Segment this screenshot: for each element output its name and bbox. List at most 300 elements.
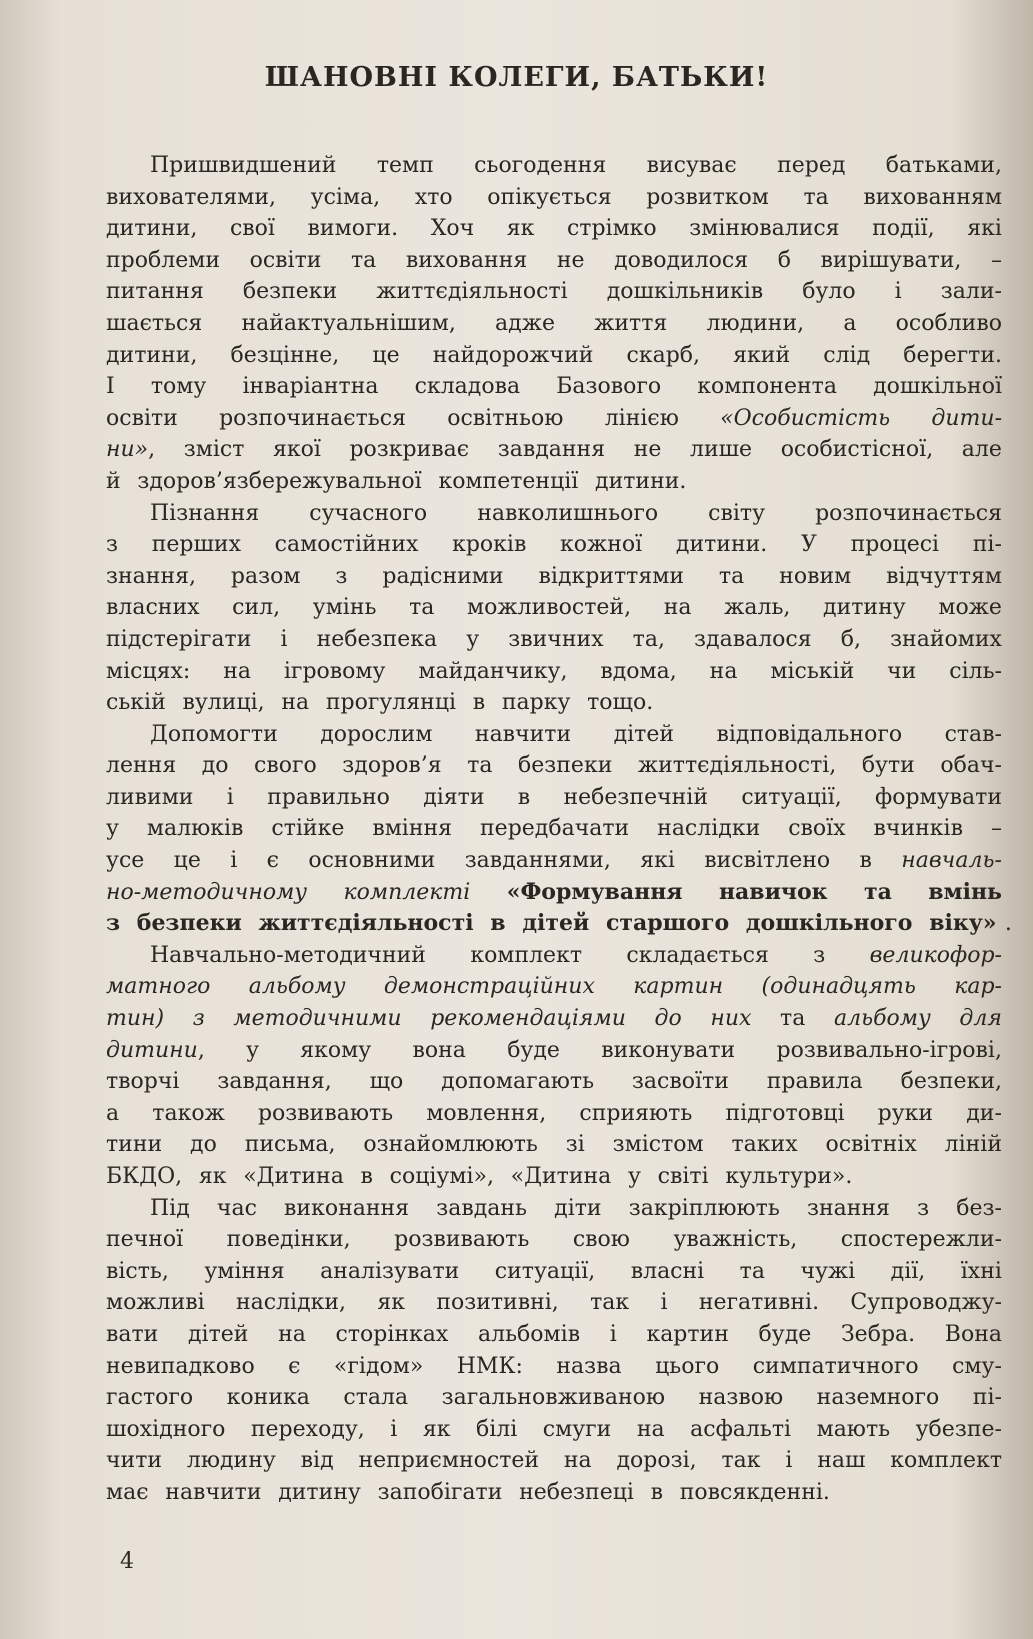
word-fragment: навчити [474, 721, 572, 747]
word-fragment: шається [106, 310, 203, 336]
word [780, 1003, 805, 1035]
word [106, 1351, 255, 1383]
word-fragment: матного [106, 974, 211, 1000]
word [106, 971, 210, 1003]
word [777, 150, 845, 182]
word-fragment: шохідного [106, 1416, 226, 1442]
word-fragment: – [990, 816, 1002, 842]
word [275, 529, 419, 561]
text-line [106, 1445, 1002, 1477]
word-fragment: освітніх [825, 1132, 917, 1158]
word-fragment: розвитком [646, 184, 769, 210]
word-fragment: великофор- [869, 942, 1002, 968]
word [358, 1445, 539, 1477]
word-fragment: наземного [816, 1385, 940, 1411]
word [317, 624, 438, 656]
word-fragment: ознайомлюють [363, 1132, 538, 1158]
word-fragment: комплекті [343, 879, 471, 905]
word-fragment: неприємностей [358, 1448, 540, 1474]
word [106, 276, 204, 308]
word [717, 719, 903, 751]
text-line [106, 498, 1002, 530]
word-fragment: розвивають [394, 1227, 530, 1253]
word-fragment: новим [779, 563, 852, 589]
word [106, 592, 200, 624]
word [699, 1382, 784, 1414]
word-fragment: може [938, 595, 1002, 621]
word-fragment: «гідом» [333, 1353, 424, 1379]
word-fragment: буде [758, 1321, 812, 1347]
word [610, 1319, 617, 1351]
word-fragment: але [961, 437, 1002, 463]
word-fragment: знайомих [890, 626, 1002, 652]
word-fragment: на [636, 1416, 665, 1442]
word [563, 782, 708, 814]
text-line [106, 687, 1002, 719]
word-fragment: картин [633, 974, 724, 1000]
text-line [106, 1319, 1002, 1351]
word [433, 340, 594, 372]
word [634, 434, 662, 466]
text-line [106, 371, 1002, 403]
word [320, 719, 432, 751]
word-fragment: небезпека [316, 626, 438, 652]
word [188, 1319, 248, 1351]
word-fragment: як [422, 1416, 451, 1442]
word-fragment: дошкільного [745, 910, 913, 937]
word [390, 1161, 503, 1193]
word [343, 1382, 408, 1414]
word-fragment: діяти [423, 784, 485, 810]
word [457, 1351, 523, 1383]
word [372, 813, 452, 845]
word [800, 1256, 855, 1288]
word [959, 1003, 1002, 1035]
word [438, 466, 586, 498]
text-line [106, 845, 1002, 877]
word-fragment: засвоїти [631, 1069, 729, 1095]
word [106, 1414, 225, 1446]
word-fragment: до [654, 1006, 682, 1032]
text-line [106, 750, 1002, 782]
word-fragment: майданчику, [418, 658, 568, 684]
word-fragment: дорозі, [616, 1448, 697, 1474]
word [106, 1445, 162, 1477]
word [721, 1445, 760, 1477]
word [694, 624, 812, 656]
word-fragment: на [709, 658, 738, 684]
word-fragment: ліній [944, 1132, 1002, 1158]
word [376, 276, 567, 308]
word-fragment: звичних [508, 626, 604, 652]
word-fragment: і [609, 1321, 617, 1347]
word-fragment: радісними [382, 563, 504, 589]
word [781, 434, 934, 466]
word [106, 403, 178, 435]
word-fragment: закріплюють [628, 1195, 780, 1221]
word [336, 1319, 449, 1351]
word [566, 1129, 585, 1161]
word-fragment: кроків [452, 532, 527, 558]
word [377, 1287, 405, 1319]
word [590, 1287, 629, 1319]
word [278, 1319, 306, 1351]
word [182, 687, 273, 719]
word [106, 1224, 183, 1256]
text-line [106, 1129, 1002, 1161]
word-fragment: перед [777, 153, 846, 178]
word [595, 466, 695, 498]
word [241, 308, 455, 340]
word-fragment: відчуттям [886, 563, 1002, 589]
word-fragment: малюків [146, 816, 244, 842]
word-fragment: кар- [954, 974, 1002, 1000]
word [725, 1098, 844, 1130]
word [890, 1445, 1002, 1477]
word [231, 340, 340, 372]
word-fragment: ігровому [283, 658, 386, 684]
word [917, 1193, 929, 1225]
word-fragment: та [718, 563, 745, 589]
word-fragment: відкриттями [538, 563, 684, 589]
word [106, 213, 197, 245]
word [646, 182, 769, 214]
word-fragment: завданнями, [464, 848, 611, 874]
word [973, 1382, 1002, 1414]
word [150, 150, 336, 182]
word [394, 1224, 529, 1256]
word [467, 750, 492, 782]
word-fragment: вати [106, 1321, 159, 1347]
word-fragment: та, [632, 626, 665, 652]
word [165, 1477, 270, 1509]
word-fragment: разом [230, 563, 301, 589]
word [390, 1414, 397, 1446]
word-fragment: чужі [800, 1258, 856, 1284]
word-fragment: уміння [204, 1258, 285, 1284]
word [967, 213, 1002, 245]
word [560, 529, 642, 561]
word-fragment: берегти. [903, 342, 1002, 368]
text-line [106, 276, 1002, 308]
word [843, 308, 856, 340]
word [342, 750, 441, 782]
word-fragment: зі [565, 1132, 585, 1158]
word-fragment: компонента [697, 374, 837, 400]
word-fragment: розкриває [349, 437, 470, 463]
word-fragment: ській [106, 690, 166, 716]
word-fragment: наслідки [657, 816, 761, 842]
word [823, 592, 906, 624]
word-fragment: Супроводжу- [850, 1290, 1002, 1316]
word [406, 245, 527, 277]
word-fragment: симпатичного [752, 1353, 919, 1379]
word [807, 1193, 890, 1225]
word-fragment: з [813, 942, 826, 968]
word [690, 434, 752, 466]
word-fragment: розпочинається [219, 405, 406, 431]
word-fragment: і [660, 1290, 668, 1316]
word-fragment: лінією [604, 405, 679, 431]
word-fragment: здоров’язбережувальної [137, 468, 422, 494]
text-line [106, 971, 1002, 1003]
word [284, 656, 386, 688]
word [872, 213, 935, 245]
word [719, 561, 744, 593]
word-fragment: проблеми [106, 247, 221, 273]
word-fragment: людини, [706, 310, 805, 336]
word [466, 624, 479, 656]
word-fragment: Пізнання [150, 500, 260, 526]
word [202, 750, 229, 782]
word [473, 687, 494, 719]
word-fragment: став- [944, 721, 1002, 747]
word [821, 245, 962, 277]
word [106, 1161, 190, 1193]
word-fragment: які [640, 848, 675, 874]
word-fragment: батьками, [885, 153, 1002, 178]
word [579, 1098, 692, 1130]
word-fragment: рекомендаціями [430, 1006, 626, 1032]
word [732, 1129, 798, 1161]
word [137, 908, 250, 940]
word-fragment: Навчально-методичний [150, 942, 426, 968]
text-line [106, 150, 1002, 182]
word [779, 561, 851, 593]
word-fragment: змістом [612, 1132, 704, 1158]
word [271, 813, 344, 845]
word-fragment: комплект [890, 1448, 1002, 1474]
word-fragment: письма, [244, 1132, 336, 1158]
text-line [106, 1256, 1002, 1288]
word-fragment: можливі [106, 1290, 205, 1316]
word [689, 213, 839, 245]
word-fragment: альбому [833, 1006, 931, 1032]
word-fragment: НМК: [456, 1353, 523, 1379]
word-fragment: в [517, 784, 531, 810]
word [518, 782, 530, 814]
word [725, 1161, 860, 1193]
word-fragment: Під [150, 1195, 190, 1221]
word [150, 1193, 190, 1225]
word [841, 1224, 1002, 1256]
word [813, 940, 825, 972]
text-line [106, 1193, 1002, 1225]
word [106, 877, 307, 909]
word-fragment: життєдіяльності, [637, 753, 837, 779]
text-line [106, 1066, 1002, 1098]
word-fragment: Допомогти [150, 721, 278, 747]
page-title: ШАНОВНІ КОЛЕГИ, БАТЬКИ! [264, 62, 769, 93]
word [973, 529, 1002, 561]
word-fragment: старшого [606, 910, 730, 937]
text-line [106, 940, 1002, 972]
word [704, 845, 830, 877]
word [436, 1287, 558, 1319]
word [720, 403, 890, 435]
word [106, 182, 276, 214]
word [886, 561, 1002, 593]
word [954, 971, 1002, 1003]
word [554, 1193, 601, 1225]
word-fragment: в [490, 910, 506, 937]
word-fragment: Базового [556, 374, 662, 400]
word-fragment: правила [766, 1069, 863, 1095]
word-fragment: комплект [470, 942, 582, 968]
word-fragment: час [216, 1195, 257, 1221]
word [372, 340, 399, 372]
word-fragment: У [800, 532, 817, 558]
word [962, 434, 1002, 466]
word-fragment: найдорожчий [432, 342, 594, 368]
word-fragment: стала [343, 1385, 409, 1411]
word [956, 1193, 1002, 1225]
word [245, 1129, 336, 1161]
word-fragment: до [190, 1132, 217, 1158]
word [539, 561, 684, 593]
word [841, 624, 861, 656]
word [249, 971, 346, 1003]
word [626, 940, 769, 972]
word-fragment: самостійних [274, 532, 419, 558]
word-fragment: дітей [613, 721, 675, 747]
word-fragment: у [106, 816, 119, 842]
word [825, 1129, 916, 1161]
word-fragment: чи [887, 658, 917, 684]
word [518, 750, 612, 782]
word-fragment: дошкільної [873, 374, 1002, 400]
word-fragment: альбомів [477, 1321, 581, 1347]
word [106, 813, 119, 845]
word-fragment: в [360, 1164, 373, 1189]
text-line [106, 1003, 1002, 1035]
word-fragment: альбому [248, 974, 346, 1000]
text-line [106, 1477, 1002, 1509]
word [378, 1477, 511, 1509]
word-fragment: вміння [372, 816, 453, 842]
word-fragment: смуги [542, 1416, 612, 1442]
word [199, 1161, 235, 1193]
word [334, 1351, 423, 1383]
word [817, 1445, 865, 1477]
word [150, 498, 259, 530]
word-fragment: і [280, 626, 288, 652]
word [441, 1066, 594, 1098]
word-fragment: у [628, 1164, 641, 1189]
word-fragment: вона [412, 1037, 466, 1063]
word-fragment: власні [630, 1258, 705, 1284]
word [699, 1287, 819, 1319]
word-fragment: якої [272, 437, 321, 463]
word-fragment: також [152, 1100, 225, 1126]
word [230, 845, 237, 877]
word-fragment: коника [226, 1385, 310, 1411]
word [326, 687, 465, 719]
word [778, 245, 791, 277]
word [801, 529, 817, 561]
word-fragment: усіма, [310, 184, 381, 210]
word [940, 750, 1002, 782]
word-fragment: з [917, 1195, 930, 1221]
word [522, 908, 597, 940]
word-fragment: найактуальнішим, [241, 310, 456, 336]
word [673, 1224, 797, 1256]
word-fragment: з [106, 910, 121, 937]
word [614, 719, 674, 751]
word [343, 877, 470, 909]
word-fragment: змінювалися [689, 216, 840, 242]
word [254, 750, 317, 782]
word [733, 340, 790, 372]
word [308, 213, 399, 245]
text-line [106, 308, 1002, 340]
word-fragment: бути [861, 753, 915, 779]
word [931, 403, 1002, 435]
word-fragment: і [785, 1448, 793, 1474]
word [106, 1382, 193, 1414]
word [600, 656, 676, 688]
word [301, 1445, 334, 1477]
word-fragment: дитини, [106, 342, 198, 368]
word-fragment: що [369, 1069, 404, 1095]
word [966, 1098, 1002, 1130]
word-fragment: усе [106, 848, 145, 874]
word [413, 1035, 466, 1067]
word-fragment: сторінках [335, 1321, 449, 1347]
text-line [106, 1161, 1002, 1193]
word [498, 434, 605, 466]
word [243, 1161, 352, 1193]
word [106, 750, 176, 782]
word [106, 782, 193, 814]
word [106, 1256, 169, 1288]
word-fragment: вулиці, [182, 690, 265, 716]
word [945, 1319, 1002, 1351]
word [418, 656, 567, 688]
word-fragment: особливо [895, 310, 1002, 336]
word-fragment: , [197, 1037, 205, 1063]
word-fragment: людину [186, 1448, 276, 1474]
word-fragment: так [721, 1448, 761, 1474]
word [106, 434, 155, 466]
word-fragment: як [198, 1164, 227, 1189]
word-fragment: здавалося [694, 626, 812, 652]
word [886, 150, 1002, 182]
word-fragment: лише [689, 437, 753, 463]
text-line [106, 529, 1002, 561]
word [941, 276, 1002, 308]
word [335, 561, 347, 593]
word-fragment: віку» [929, 910, 997, 937]
word-fragment: які [967, 216, 1002, 242]
word [106, 340, 197, 372]
word-fragment: наслідки, [235, 1290, 347, 1316]
word [817, 1414, 891, 1446]
word [442, 1382, 665, 1414]
word-fragment: Зебра. [840, 1321, 916, 1347]
word-fragment: поведінки, [226, 1227, 351, 1253]
word-fragment: є [288, 1353, 301, 1379]
word [349, 434, 469, 466]
word-fragment: таких [731, 1132, 798, 1158]
word-fragment: виконання [284, 1195, 410, 1221]
word-fragment: пі- [972, 1385, 1002, 1411]
word-fragment: так [590, 1290, 630, 1316]
text-line [106, 719, 1002, 751]
word [227, 1224, 351, 1256]
word [320, 1256, 459, 1288]
word-fragment: дитину [278, 1479, 361, 1505]
